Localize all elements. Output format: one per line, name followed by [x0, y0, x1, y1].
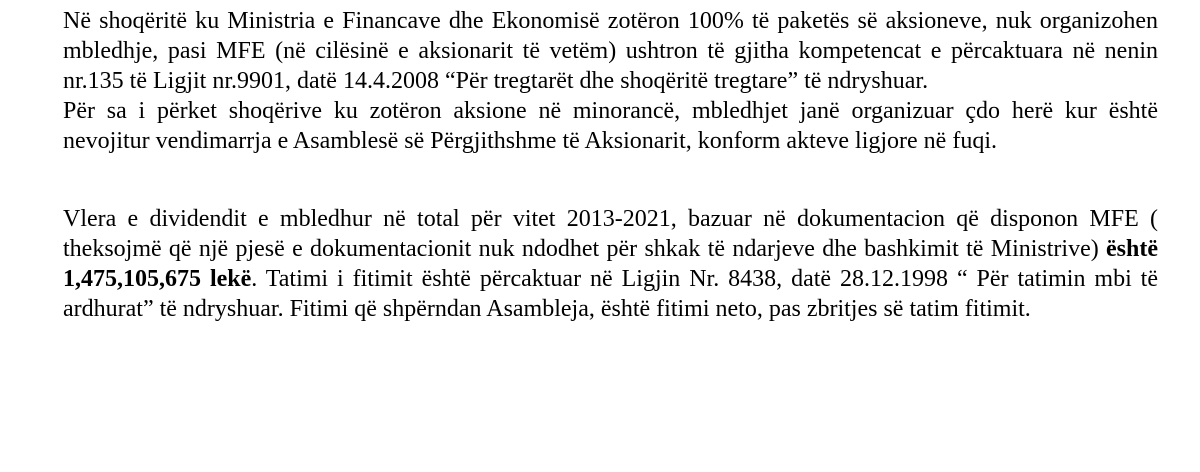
document-page — [63, 0, 1158, 324]
dividend-total-amount: është 1,475,105,675 lekë — [63, 236, 1158, 292]
paragraph-minority-shares: Për sa i përket shoqërive ku zotëron aksione në minorancë, mbledhjet janë organizuar çdo herë kur është nevojitur vendimarrja e Asamblesë së Përgjithshme të Aksionarit, konform akteve ligjore në fuqi. — [63, 98, 1158, 154]
paragraph-dividend-value — [63, 204, 1158, 324]
dividend-text-after: . Tatimi i fitimit është përcaktuar në Ligjin Nr. 8438, datë 28.12.1998 “ Për tatimin mbi të ardhurat” të ndryshuar. Fitimi që shpërndan Asambleja, është fitimi neto, pas zbritjes së tatim fitimit. — [63, 266, 1158, 322]
paragraph-shareholder-meetings: Në shoqëritë ku Ministria e Financave dhe Ekonomisë zotëron 100% të paketës së aksioneve, nuk organizohen mbledhje, pasi MFE (në cilësinë e aksionarit të vetëm) ushtron të gjitha kompetencat e përcaktuara në nenin nr.135 të Ligjit nr.9901, datë 14.4.2008 “Për tregtarët dhe shoqëritë tregtare” të ndryshuar. — [63, 8, 1158, 94]
dividend-text-before: Vlera e dividendit e mbledhur në total për vitet 2013-2021, bazuar në dokumentacion që disponon MFE ( theksojmë që një pjesë e dokumentacionit nuk ndodhet për shkak të ndarjeve dhe bashkimit të Ministrive) — [63, 206, 1158, 262]
